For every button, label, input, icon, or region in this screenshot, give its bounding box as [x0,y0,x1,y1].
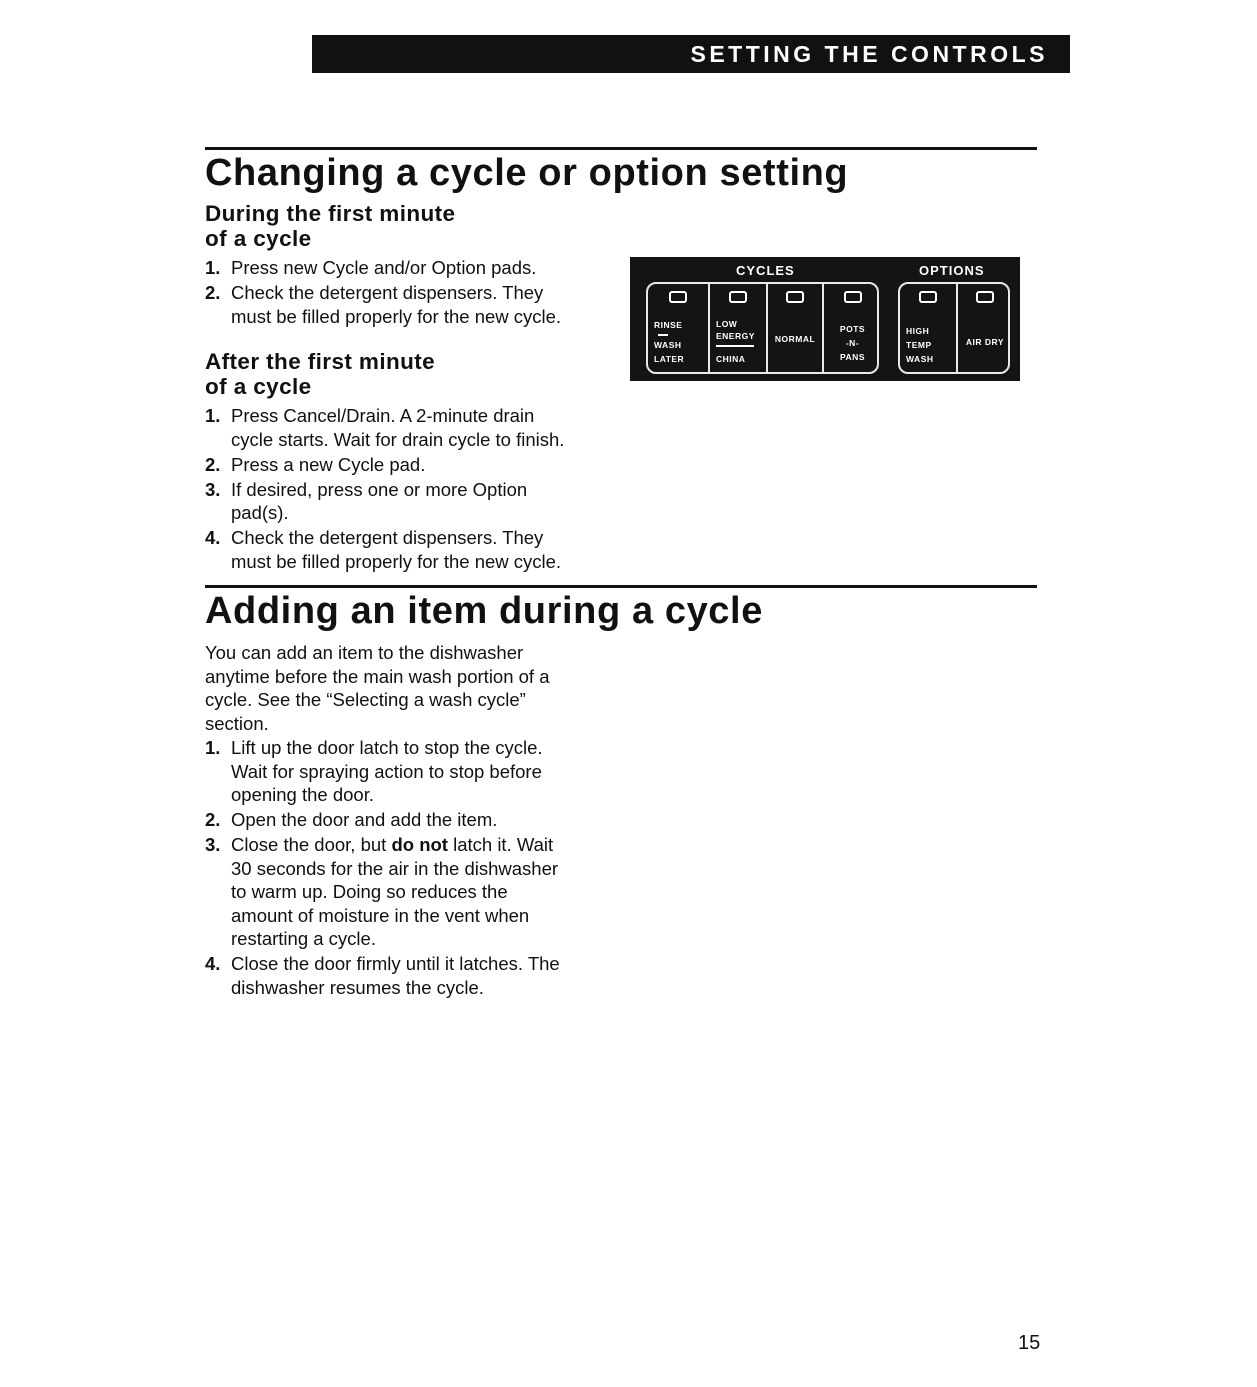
emphasis-do-not: do not [391,834,448,855]
subheading-after-first-minute: After the first minute of a cycle [205,349,436,399]
list-item: 3. If desired, press one or more Option pad(s). [205,478,528,523]
list-item: 1. Press Cancel/Drain. A 2-minute drain cycle starts. Wait for drain cycle to finish. [205,405,565,450]
rinse-wash-later-pad: RINSE WASH LATER [648,284,708,372]
list-item: 2. Check the detergent dispensers. They must be filled properly for the new cycle. [205,282,562,327]
divider-rule [205,585,1037,588]
air-dry-pad: AIR DRY [956,284,1010,372]
indicator-light-icon [919,291,937,303]
indicator-light-icon [976,291,994,303]
heading-changing-cycle: Changing a cycle or option setting [205,152,849,194]
list-item: 3. Close the door, but do not latch it. Wait 30 seconds for the air in the dishwasher to warm up. Doing so reduces the amount of moisture in the vent when restarting a cycle. [205,834,559,949]
section-header-bar [312,35,1070,73]
control-panel-illustration [630,257,1020,381]
dash-icon [658,334,668,336]
subheading-first-minute: During the first minute of a cycle [205,201,456,251]
indicator-light-icon [729,291,747,303]
after-first-minute-steps [205,404,564,575]
list-item: 4. Close the door firmly until it latches. The dishwasher resumes the cycle. [205,953,560,998]
indicator-light-icon [669,291,687,303]
list-item: 4. Check the detergent dispensers. They must be filled properly for the new cycle. [205,527,562,572]
indicator-light-icon [786,291,804,303]
options-label: OPTIONS [919,263,985,278]
divider-rule [205,147,1037,150]
page-number: 15 [1018,1332,1041,1354]
options-pad-group [898,282,1010,374]
list-item: 2. Open the door and add the item. [205,809,498,830]
low-energy-china-pad: LOW ENERGY CHINA [708,284,766,372]
section-header-title: SETTING THE CONTROLS [690,40,1048,67]
cycles-label: CYCLES [736,263,795,278]
pots-n-pans-pad: POTS -N- PANS [822,284,879,372]
list-item: 1. Lift up the door latch to stop the cycle. Wait for spraying action to stop before opening the door. [205,737,543,805]
list-item: 2. Press a new Cycle pad. [205,453,426,475]
high-temp-wash-pad: HIGH TEMP WASH [900,284,956,372]
list-item: 1. Press new Cycle and/or Option pads. [205,257,537,278]
cycles-pad-group [646,282,879,374]
adding-item-steps [205,736,560,1001]
heading-adding-item: Adding an item during a cycle [205,590,763,632]
first-minute-steps [205,256,561,330]
indicator-light-icon [844,291,862,303]
normal-pad: NORMAL [766,284,822,372]
adding-item-intro: You can add an item to the dishwasher anytime before the main wash portion of a cycle. See the “Selecting a wash cycle” section. [205,642,550,734]
divider-line [716,345,754,347]
